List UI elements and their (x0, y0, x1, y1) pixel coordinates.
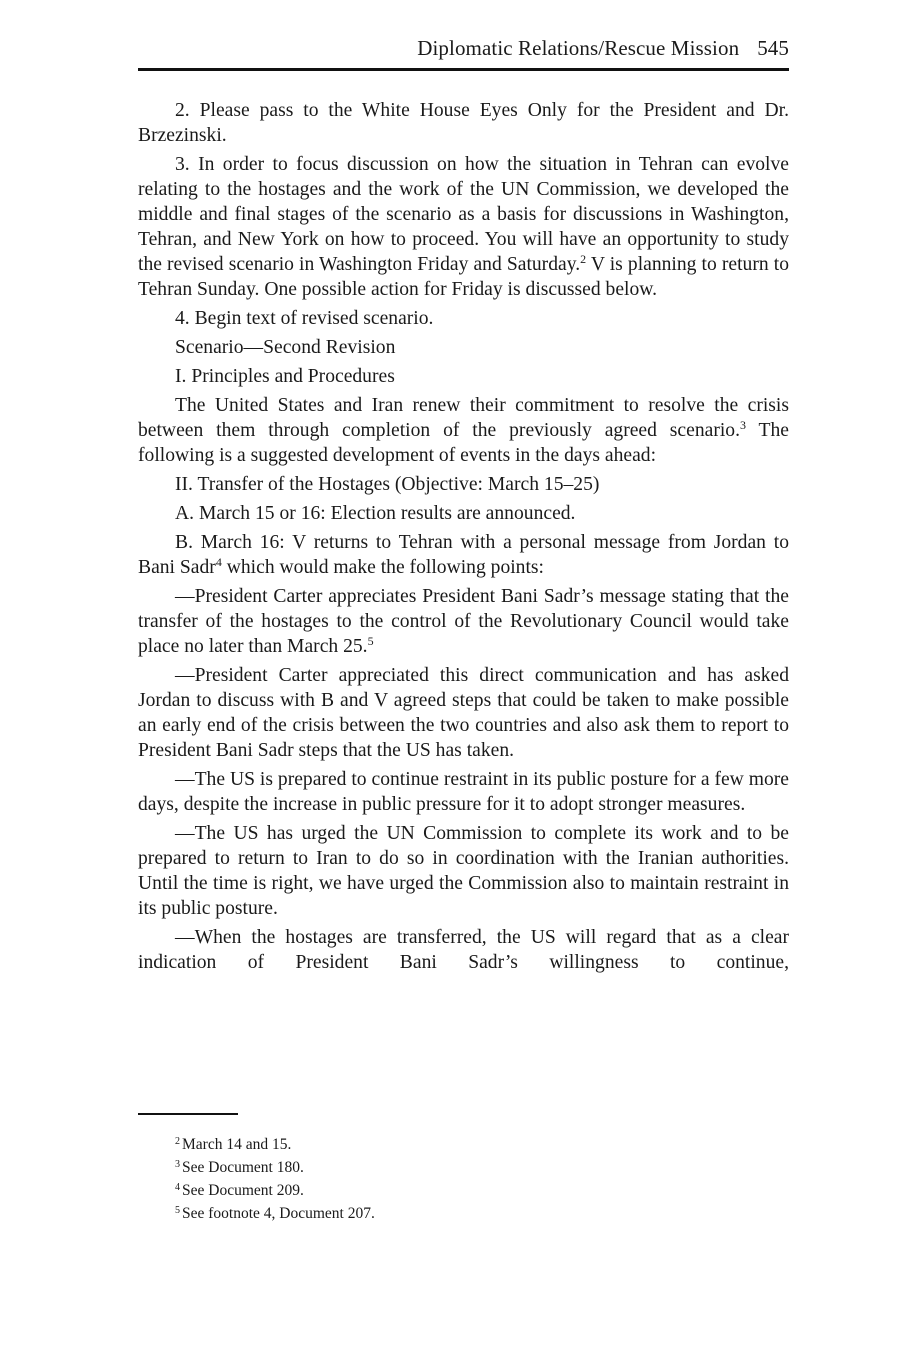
footnote: $^3$ See Document 180. (175, 1159, 304, 1176)
paragraph: A. March 15 or 16: Election results are announced. (175, 503, 576, 524)
paragraph: —President Carter appreciated this direct communication and has asked Jordan to discuss with B and V agreed steps that could be taken to make possible an early end of the crisis between the two countries and also ask them to report to President Bani Sadr steps that the US has taken. (138, 665, 789, 761)
paragraph: 3. In order to focus discussion on how the situation in Tehran can evolve relating to the hostages and the work of the UN Commission, we developed the middle and final stages of the scenario as a basis for discussions in Washington, Tehran, and New York on how to proceed. You will have an opportunity to study the revised scenario in Washington Friday and Saturday.$^2$ V is planning to return to Tehran Sunday. One possible action for Friday is discussed below. (138, 154, 789, 300)
header-rule (138, 68, 789, 71)
footnote-ref: 5 (367, 634, 374, 648)
section-title: Scenario—Second Revision (175, 337, 396, 358)
footnote: $^4$ See Document 209. (175, 1182, 304, 1199)
paragraph: 4. Begin text of revised scenario. (175, 308, 434, 329)
paragraph: —The US is prepared to continue restraint in its public posture for a few more days, despite the increase in public pressure for it to adopt stronger measures. (138, 769, 789, 815)
footnotes (175, 1133, 375, 1225)
running-head (417, 36, 789, 61)
footnote-marker: 2 (175, 1136, 180, 1147)
section-heading: I. Principles and Procedures (175, 366, 395, 387)
paragraph: —When the hostages are transferred, the US will regard that as a clear indication of President Bani Sadr’s willingness to continue, (138, 927, 789, 973)
paragraph: B. March 16: V returns to Tehran with a personal message from Jordan to Bani Sadr$^4$ which would make the following points: (138, 532, 789, 578)
footnote: $^5$ See footnote 4, Document 207. (175, 1205, 375, 1222)
running-title: Diplomatic Relations/Rescue Mission (417, 36, 740, 60)
paragraph: 2. Please pass to the White House Eyes Only for the President and Dr. Brzezinski. (138, 100, 789, 146)
footnote-marker: 3 (175, 1159, 180, 1170)
footnote-rule (138, 1113, 238, 1115)
footnote-ref: 3 (740, 418, 746, 432)
paragraph: —The US has urged the UN Commission to complete its work and to be prepared to return to Iran to do so in coordination with the Iranian authorities. Until the time is right, we have urged the Commission also to maintain restraint in its public posture. (138, 823, 789, 919)
footnote-marker: 5 (175, 1205, 180, 1216)
footnote-ref: 2 (580, 252, 587, 266)
page-number: 545 (757, 36, 789, 60)
paragraph: The United States and Iran renew their commitment to resolve the crisis between them through completion of the previously agreed scenario.$^3$ The following is a suggested development of events in the days ahead: (138, 395, 789, 466)
footnote-marker: 4 (175, 1182, 180, 1193)
section-heading: II. Transfer of the Hostages (Objective: March 15–25) (175, 474, 600, 495)
footnote-ref: 4 (215, 555, 222, 569)
body-text (138, 98, 789, 979)
footnote: $^2$ March 14 and 15. (175, 1136, 292, 1153)
paragraph: —President Carter appreciates President Bani Sadr’s message stating that the transfer of the hostages to the control of the Revolutionary Council would take place no later than March 25.$^5$ (138, 586, 789, 657)
